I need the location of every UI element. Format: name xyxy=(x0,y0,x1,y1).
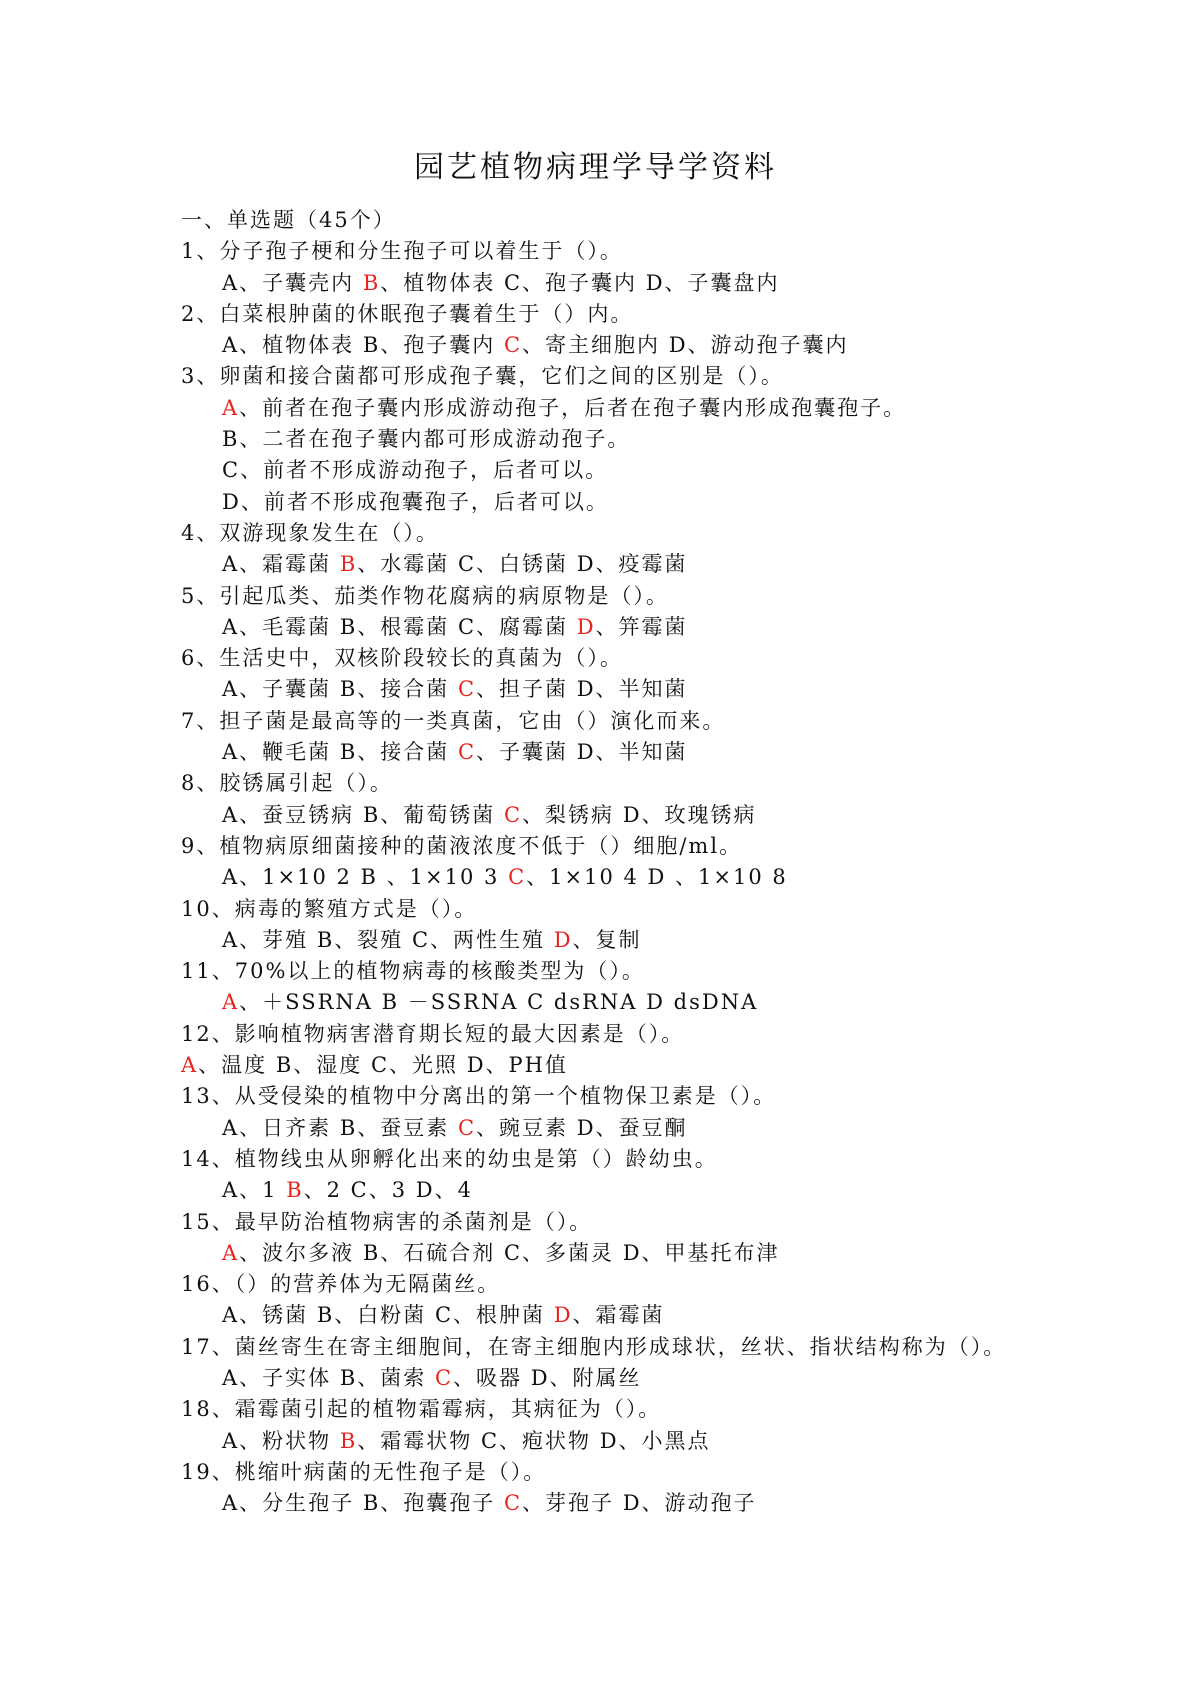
correct-answer-letter: A xyxy=(181,1053,199,1078)
question-text: 2、白菜根肿菌的休眠孢子囊着生于（）内。 xyxy=(181,301,634,326)
question-text: 16、（）的营养体为无隔菌丝。 xyxy=(181,1272,501,1297)
answer-options xyxy=(181,455,1141,486)
correct-answer-letter: A xyxy=(222,990,240,1015)
option-text: D、前者不形成孢囊孢子，后者可以。 xyxy=(222,489,609,514)
question-text: 1、分子孢子梗和分生孢子可以着生于（）。 xyxy=(181,239,623,264)
correct-answer-letter: B xyxy=(339,1428,358,1453)
question-text: 4、双游现象发生在（）。 xyxy=(181,520,439,545)
answer-options xyxy=(181,268,1141,299)
question-text: 11、70%以上的植物病毒的核酸类型为（）。 xyxy=(181,959,645,984)
correct-answer-letter: C xyxy=(503,802,523,827)
correct-answer-letter: C xyxy=(457,1115,477,1140)
question-text: 19、桃缩叶病菌的无性孢子是（）。 xyxy=(181,1459,547,1484)
option-text: 、担子菌 D、半知菌 xyxy=(476,677,688,702)
question-text: 5、引起瓜类、茄类作物花腐病的病原物是（）。 xyxy=(181,583,669,608)
correct-answer-letter: C xyxy=(503,1491,523,1516)
option-text: 、＋SSRNA B －SSRNA C dsRNA D dsDNA xyxy=(239,990,759,1015)
question-text: 9、植物病原细菌接种的菌液浓度不低于（）细胞/ml。 xyxy=(181,833,743,858)
option-text: C、前者不形成游动孢子，后者可以。 xyxy=(222,458,609,483)
correct-answer-letter: D xyxy=(553,1303,573,1328)
answer-options xyxy=(181,549,1141,580)
answer-options xyxy=(181,330,1141,361)
option-text: 、笄霉菌 xyxy=(595,614,688,639)
document-title: 园艺植物病理学导学资料 xyxy=(414,150,777,185)
option-text: A、霜霉菌 xyxy=(222,552,340,577)
option-text: 、霜霉状物 C、疱状物 D、小黑点 xyxy=(357,1428,711,1453)
option-text: A、毛霉菌 B、根霉菌 C、腐霉菌 xyxy=(222,614,577,639)
option-text: 、梨锈病 D、玫瑰锈病 xyxy=(522,802,757,827)
correct-answer-letter: D xyxy=(553,927,573,952)
answer-options xyxy=(181,737,1141,768)
option-text: 、豌豆素 D、蚕豆酮 xyxy=(476,1115,688,1140)
question-text: 7、担子菌是最高等的一类真菌，它由（）演化而来。 xyxy=(181,708,726,733)
option-text: A、日齐素 B、蚕豆素 xyxy=(222,1115,458,1140)
answer-options xyxy=(181,1300,1141,1331)
question-text: 8、胶锈属引起（）。 xyxy=(181,771,393,796)
correct-answer-letter: D xyxy=(576,614,596,639)
answer-options xyxy=(181,1113,1141,1144)
answer-options xyxy=(181,800,1141,831)
question-text: 3、卵菌和接合菌都可形成孢子囊，它们之间的区别是（）。 xyxy=(181,364,784,389)
correct-answer-letter: A xyxy=(222,395,240,420)
option-text: A、芽殖 B、裂殖 C、两性生殖 xyxy=(222,927,554,952)
correct-answer-letter: C xyxy=(503,333,523,358)
option-text: 、寄主细胞内 D、游动孢子囊内 xyxy=(522,333,849,358)
option-text: 、吸器 D、附属丝 xyxy=(453,1365,642,1390)
answer-options xyxy=(181,987,1141,1018)
option-text: 、水霉菌 C、白锈菌 D、疫霉菌 xyxy=(357,552,688,577)
correct-answer-letter: B xyxy=(339,552,358,577)
answer-options xyxy=(181,1426,1141,1457)
option-text: 、前者在孢子囊内形成游动孢子，后者在孢子囊内形成孢囊孢子。 xyxy=(239,395,907,420)
correct-answer-letter: B xyxy=(286,1178,304,1203)
option-text: A、1×10 2 B 、1×10 3 xyxy=(222,865,509,890)
answer-options xyxy=(181,612,1141,643)
option-text: 、子囊菌 D、半知菌 xyxy=(476,740,688,765)
answer-options xyxy=(181,1175,1141,1206)
question-text: 15、最早防治植物病害的杀菌剂是（）。 xyxy=(181,1209,593,1234)
question-text: 13、从受侵染的植物中分离出的第一个植物保卫素是（）。 xyxy=(181,1084,777,1109)
answer-options xyxy=(181,1238,1141,1269)
answer-options xyxy=(181,674,1141,705)
option-text: A、1 xyxy=(222,1178,287,1203)
option-text: 、温度 B、湿度 C、光照 D、PH值 xyxy=(198,1053,568,1078)
answer-options xyxy=(181,1363,1141,1394)
question-text: 14、植物线虫从卵孵化出来的幼虫是第（）龄幼虫。 xyxy=(181,1146,718,1171)
question-text: 10、病毒的繁殖方式是（）。 xyxy=(181,896,478,921)
option-text: 、2 C、3 D、4 xyxy=(303,1178,473,1203)
answer-options xyxy=(181,424,1141,455)
question-text: 6、生活史中，双核阶段较长的真菌为（）。 xyxy=(181,646,623,671)
option-text: A、子囊壳内 xyxy=(222,270,363,295)
option-text: 、霜霉菌 xyxy=(572,1303,665,1328)
option-text: A、粉状物 xyxy=(222,1428,340,1453)
option-text: A、蚕豆锈病 B、葡萄锈菌 xyxy=(222,802,504,827)
option-text: 、植物体表 C、孢子囊内 D、子囊盘内 xyxy=(380,270,780,295)
option-text: 、芽孢子 D、游动孢子 xyxy=(522,1491,757,1516)
answer-options xyxy=(181,862,1141,893)
correct-answer-letter: C xyxy=(508,865,527,890)
option-text: 、波尔多液 B、石硫合剂 C、多菌灵 D、甲基托布津 xyxy=(239,1240,780,1265)
answer-options xyxy=(181,925,1141,956)
answer-options xyxy=(181,393,1141,424)
question-text: 18、霜霉菌引起的植物霜霉病，其病征为（）。 xyxy=(181,1397,662,1422)
answer-options xyxy=(181,487,1141,518)
option-text: 、复制 xyxy=(572,927,642,952)
question-text: 12、影响植物病害潜育期长短的最大因素是（）。 xyxy=(181,1021,685,1046)
answer-options xyxy=(181,1050,1141,1081)
section-heading: 一、单选题（45个） xyxy=(181,208,396,232)
option-text: A、分生孢子 B、孢囊孢子 xyxy=(222,1491,504,1516)
option-text: A、子囊菌 B、接合菌 xyxy=(222,677,458,702)
option-text: A、植物体表 B、孢子囊内 xyxy=(222,333,504,358)
option-text: A、子实体 B、菌索 xyxy=(222,1365,435,1390)
option-text: B、二者在孢子囊内都可形成游动孢子。 xyxy=(222,427,631,452)
correct-answer-letter: B xyxy=(362,270,381,295)
option-text: A、鞭毛菌 B、接合菌 xyxy=(222,740,458,765)
correct-answer-letter: C xyxy=(434,1365,454,1390)
question-list xyxy=(181,205,1141,1519)
correct-answer-letter: C xyxy=(457,740,477,765)
correct-answer-letter: A xyxy=(222,1240,240,1265)
option-text: A、锈菌 B、白粉菌 C、根肿菌 xyxy=(222,1303,554,1328)
question-text: 17、菌丝寄生在寄主细胞间，在寄主细胞内形成球状，丝状、指状结构称为（）。 xyxy=(181,1334,1007,1359)
answer-options xyxy=(181,1488,1141,1519)
option-text: 、1×10 4 D 、1×10 8 xyxy=(526,865,788,890)
correct-answer-letter: C xyxy=(457,677,477,702)
